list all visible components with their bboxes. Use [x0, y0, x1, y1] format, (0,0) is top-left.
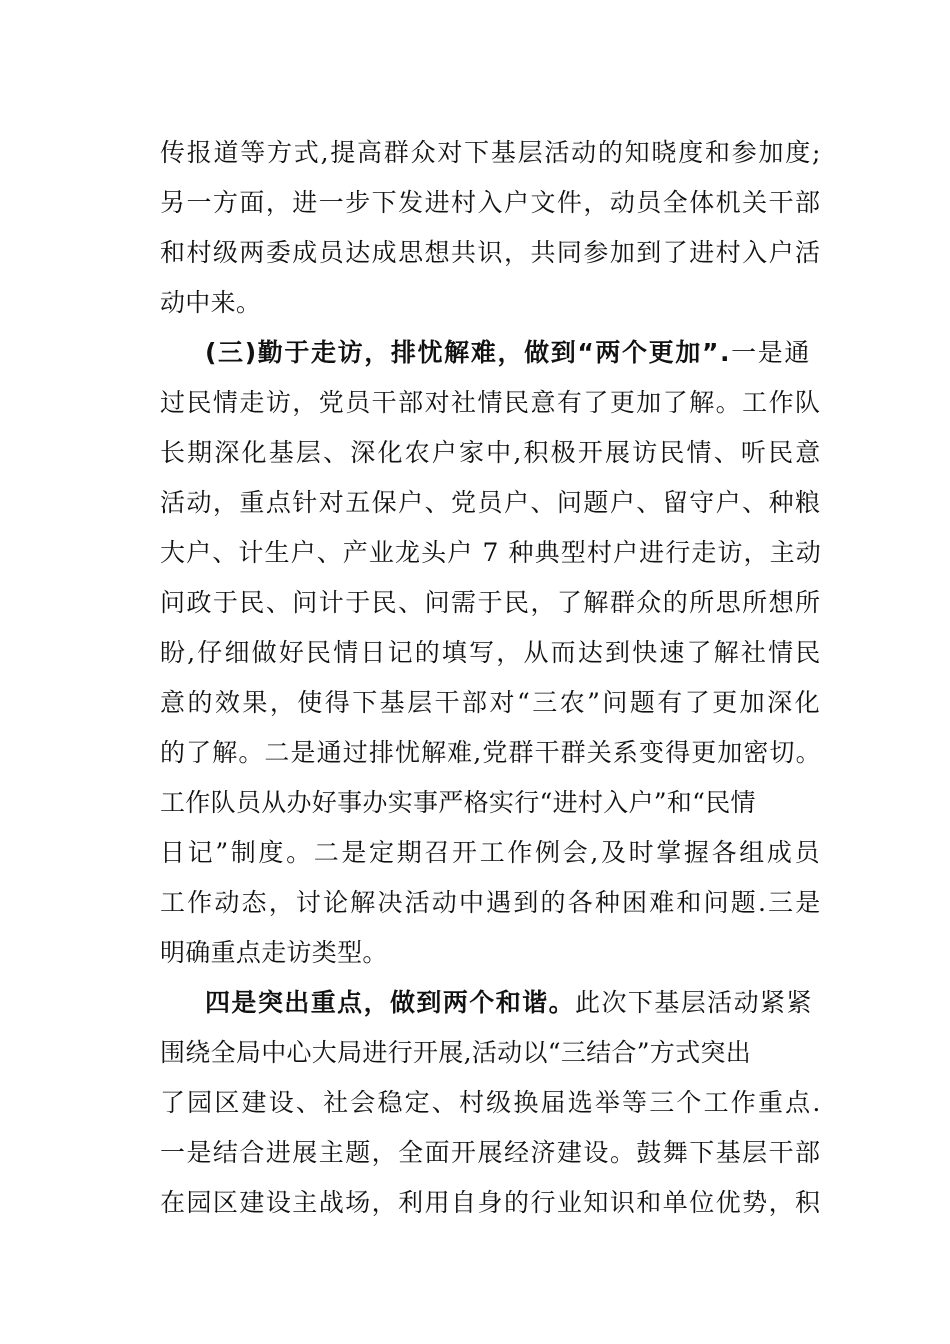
paragraph2-line: 长期深化基层、深化农户家中,积极开展访民情、听民意: [160, 438, 823, 467]
paragraph1-line-2: 另一方面，进一步下发进村入户文件，动员全体机关干部: [160, 188, 822, 217]
paragraph2-line: 明确重点走访类型。: [160, 938, 388, 967]
paragraph2-line: 大户、计生户、产业龙头户 7 种典型村户进行走访，主动: [160, 538, 822, 567]
paragraph2-line: 工作动态，讨论解决活动中遇到的各种困难和问题.三是: [160, 888, 823, 917]
paragraph3-first-line: [205, 988, 813, 1018]
paragraph2-line: 活动，重点针对五保户、党员户、问题户、留守户、种粮: [160, 488, 822, 517]
paragraph3-line: 一是结合进展主题，全面开展经济建设。鼓舞下基层干部: [160, 1138, 822, 1167]
paragraph2-line: 日记”制度。二是定期召开工作例会,及时掌握各组成员: [160, 838, 823, 867]
paragraph3-line: 在园区建设主战场，利用自身的行业知识和单位优势，积: [160, 1188, 822, 1217]
paragraph1-line-3: 和村级两委成员达成思想共识，共同参加到了进村入户活: [160, 238, 822, 267]
paragraph3-first-line-rest: 此次下基层活动紧紧: [575, 988, 813, 1017]
paragraph2-line: 意的效果，使得下基层干部对“三农”问题有了更加深化: [160, 688, 823, 717]
paragraph2-line: 盼,仔细做好民情日记的填写，从而达到快速了解社情民: [160, 638, 823, 667]
paragraph3-line: 围绕全局中心大局进行开展,活动以“三结合”方式突出: [160, 1038, 752, 1067]
paragraph2-line: 问政于民、问计于民、问需于民，了解群众的所思所想所: [160, 588, 822, 617]
paragraph3-heading: 四是突出重点，做到两个和谐。: [205, 988, 576, 1017]
paragraph2-heading: (三)勤于走访，排忧解难，做到“两个更加”.: [205, 338, 732, 367]
paragraph1-line-4: 动中来。: [160, 288, 262, 317]
paragraph1-line-1: 传报道等方式,提高群众对下基层活动的知晓度和参加度;: [160, 138, 823, 167]
paragraph3-line: 了园区建设、社会稳定、村级换届选举等三个工作重点.: [160, 1088, 823, 1117]
paragraph2-line: 的了解。二是通过排忧解难,党群干群关系变得更加密切。: [160, 738, 822, 767]
paragraph2-line: 工作队员从办好事办实事严格实行“进村入户”和“民情: [160, 788, 756, 817]
paragraph2-first-line-rest: 一是通: [731, 338, 812, 367]
paragraph2-line: 过民情走访，党员干部对社情民意有了更加了解。工作队: [160, 388, 822, 417]
paragraph2-first-line: [205, 338, 811, 368]
